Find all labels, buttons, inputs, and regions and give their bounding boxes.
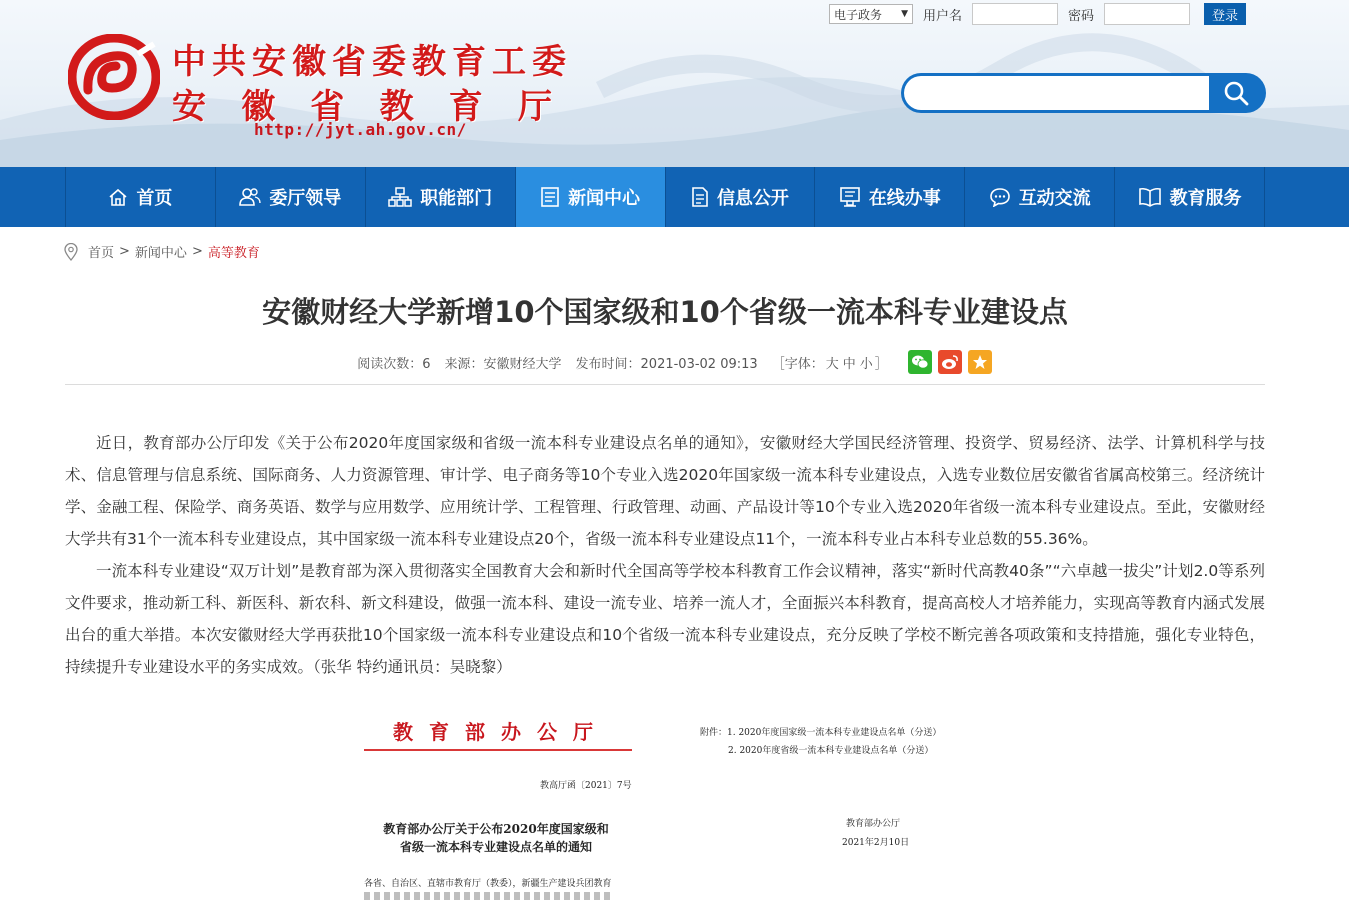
users-icon [239, 187, 261, 207]
chat-icon [989, 187, 1011, 207]
breadcrumb-separator: > [119, 244, 130, 259]
breadcrumb-current-link[interactable]: 高等教育 [207, 246, 260, 261]
nav-item-label: 教育服务 [1169, 188, 1242, 209]
article-paragraph: 一流本科专业建设“双万计划”是教育部为深入贯彻落实全国教育大会和新时代全国高等学校本科教育工作会议精神，落实“新时代高教40条”“六卓越一拔尖”计划2.0等系列文件要求，推动新工科、新医科、新农科、新文科建设，做强一流本科、建设一流专业、培养一流人才，全面振兴本科教育，提高高校人才培养能力，实现高等教育内涵式发展出台的重大举措。本次安徽财经大学再获批10个国家级一流本科专业建设点和10个省级一流本科专业建设点，充分反映了学校不断完善各项政策和支持措施，强化专业特色，持续提升专业建设水平的务实成效。（张华 特约通讯员：吴晓黎） [65, 562, 1265, 676]
font-size-medium-button[interactable]: 中 [842, 356, 856, 372]
search-button[interactable] [1209, 76, 1263, 110]
notice-red-line [364, 749, 632, 751]
nav-item-leaders[interactable] [216, 167, 366, 227]
share-buttons [902, 350, 992, 374]
nav-item-interaction[interactable] [965, 167, 1115, 227]
nav-item-label: 新闻中心 [568, 188, 641, 209]
site-name-char: 教 [379, 87, 414, 127]
wechat-icon [911, 354, 929, 370]
notice-recipient: 各省、自治区、直辖市教育厅（教委），新疆生产建设兵团教育 [364, 879, 612, 889]
publish-time: 发布时间：2021-03-02 09:13 [575, 356, 758, 372]
font-size-control [772, 353, 888, 372]
search-icon [1223, 80, 1249, 106]
site-name-char: 育 [448, 87, 483, 127]
article-title: 安徽财经大学新增10个国家级和10个省级一流本科专业建设点 [262, 295, 1068, 329]
notice-attachment: 2. 2020年度省级一流本科专业建设点名单（分送） [728, 746, 934, 756]
main-nav [0, 167, 1349, 227]
notice-title-line: 省级一流本科专业建设点名单的通知 [399, 840, 592, 854]
star-icon [972, 354, 988, 370]
notice-date: 2021年2月10日 [842, 838, 910, 848]
monitor-icon [839, 187, 861, 207]
nav-item-online-services[interactable] [815, 167, 965, 227]
font-size-label: ［字体： [771, 356, 824, 372]
site-url: http://jyt.ah.gov.cn/ [254, 120, 467, 139]
nav-item-info-disclosure[interactable] [666, 167, 816, 227]
ministry-notice-image [352, 698, 958, 900]
site-name-char: 省 [310, 87, 345, 127]
font-size-large-button[interactable]: 大 [825, 356, 839, 372]
nav-item-label: 首页 [136, 188, 173, 209]
article-meta [0, 350, 1349, 374]
notice-title [366, 820, 626, 856]
notice-attachment: 附件：1. 2020年度国家级一流本科专业建设点名单（分送） [700, 728, 942, 738]
favorite-button[interactable] [968, 350, 992, 374]
weibo-share-button[interactable] [938, 350, 962, 374]
location-pin-icon [64, 243, 78, 261]
font-size-label-close: ］ [874, 356, 888, 372]
site-header [0, 0, 1349, 167]
nav-item-departments[interactable] [366, 167, 516, 227]
system-select[interactable] [829, 4, 913, 24]
notice-text-fragment [364, 892, 612, 900]
site-name-char: 厅 [517, 87, 552, 127]
breadcrumb-separator: > [191, 244, 203, 259]
nav-item-label: 互动交流 [1018, 188, 1091, 209]
breadcrumb [64, 242, 260, 261]
article-body [65, 427, 1265, 683]
notice-signature: 教育部办公厅 [846, 819, 901, 829]
nav-item-news-center[interactable] [516, 167, 666, 227]
breadcrumb-section-link[interactable]: 新闻中心 [134, 246, 187, 261]
site-name-char: 徽 [241, 87, 276, 127]
org-chart-icon [388, 187, 412, 207]
nav-item-label: 在线办事 [868, 188, 941, 209]
password-label: 密码 [1068, 8, 1095, 24]
username-label: 用户名 [923, 8, 963, 24]
dropdown-arrow-icon: ▼ [901, 9, 908, 19]
search-input[interactable] [904, 76, 1209, 110]
article-source: 来源：安徽财经大学 [444, 356, 562, 372]
site-name-party-committee: 中共安徽省委教育工委 [172, 42, 572, 82]
login-bar [829, 3, 1246, 25]
notice-title-line: 教育部办公厅关于公布2020年度国家级和 [383, 822, 609, 836]
login-button[interactable]: 登录 [1204, 3, 1246, 25]
title-divider [65, 384, 1265, 385]
nav-item-education-services[interactable] [1115, 167, 1265, 227]
book-icon [1138, 187, 1162, 207]
news-icon [540, 187, 560, 207]
notice-number: 教高厅函〔2021〕7号 [540, 781, 632, 791]
site-name-char: 安 [172, 87, 206, 127]
education-department-logo [68, 34, 160, 120]
nav-item-label: 委厅领导 [269, 188, 342, 209]
view-count-label: 阅读次数： [357, 356, 423, 372]
view-count-value: 6 [422, 356, 431, 372]
font-size-small-button[interactable]: 小 [859, 356, 873, 372]
document-icon [691, 187, 709, 207]
weibo-icon [941, 354, 959, 370]
notice-heading: 教育部办公厅 [393, 720, 609, 744]
nav-item-home[interactable] [66, 167, 216, 227]
breadcrumb-home-link[interactable]: 首页 [88, 246, 115, 261]
search-box [901, 73, 1266, 113]
article-paragraph: 近日，教育部办公厅印发《关于公布2020年度国家级和省级一流本科专业建设点名单的通知》，安徽财经大学国民经济管理、投资学、贸易经济、法学、计算机科学与技术、信息管理与信息系统、国际商务、人力资源管理、审计学、电子商务等10个专业入选2020年国家级一流本科专业建设点，入选专业数位居安徽省省属高校第三。经济统计学、金融工程、保险学、商务英语、数学与应用数学、应用统计学、工程管理、行政管理、动画、产品设计等10个专业入选2020年省级一流本科专业建设点。至此，安徽财经大学共有31个一流本科专业建设点，其中国家级一流本科专业建设点20个，省级一流本科专业建设点11个，一流本科专业占本科专业总数的55.36%。 [65, 434, 1265, 548]
wechat-share-button[interactable] [908, 350, 932, 374]
password-input[interactable] [1104, 3, 1190, 25]
notice-attachments [700, 724, 941, 760]
view-count [357, 353, 430, 372]
home-icon [108, 187, 128, 207]
system-select-value: 电子政务 [834, 7, 883, 22]
username-input[interactable] [972, 3, 1058, 25]
nav-item-label: 信息公开 [716, 188, 789, 209]
nav-item-label: 职能部门 [420, 188, 493, 209]
